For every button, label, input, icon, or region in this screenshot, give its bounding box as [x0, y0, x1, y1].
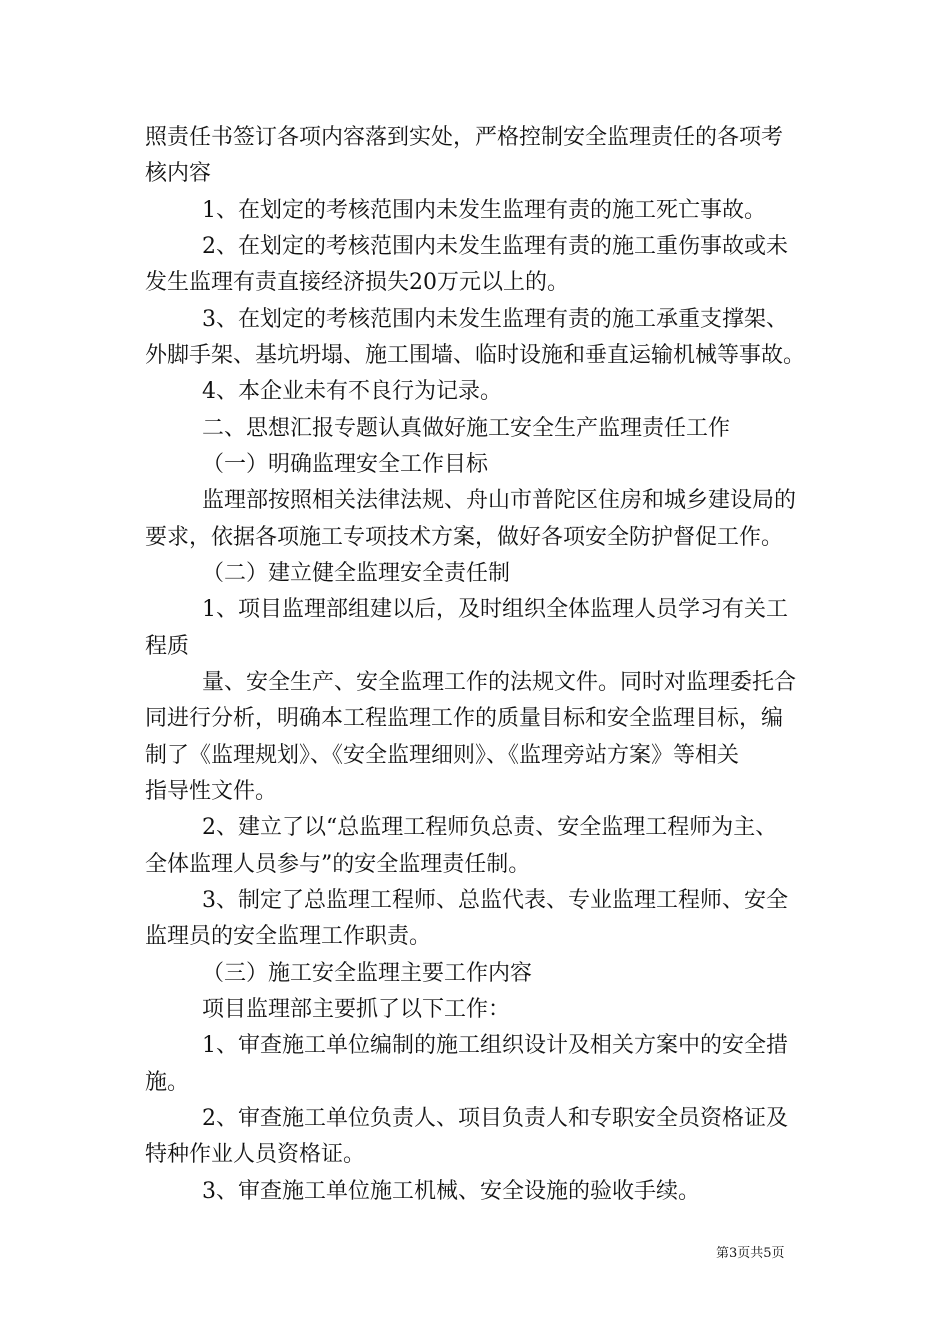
text-line: 外脚手架、基坑坍塌、施工围墙、临时设施和垂直运输机械等事故。 — [145, 343, 806, 368]
text-line: 1、项目监理部组建以后，及时组织全体监理人员学习有关工 — [202, 597, 788, 622]
text-line: 照责任书签订各项内容落到实处，严格控制安全监理责任的各项考 — [145, 125, 784, 150]
text-line: 特种作业人员资格证。 — [145, 1142, 366, 1167]
text-line: 2、审查施工单位负责人、项目负责人和专职安全员资格证及 — [202, 1106, 788, 1131]
text-line: 程质 — [145, 634, 190, 659]
text-line: 施。 — [145, 1070, 190, 1095]
text-line: 3、在划定的考核范围内未发生监理有责的施工承重支撑架、 — [202, 307, 788, 332]
subsection-heading: （一）明确监理安全工作目标 — [202, 452, 489, 477]
text-line: 3、审查施工单位施工机械、安全设施的验收手续。 — [202, 1179, 700, 1204]
subsection-heading: （二）建立健全监理安全责任制 — [202, 561, 511, 586]
text-line: 指导性文件。 — [145, 779, 278, 804]
text-line: 项目监理部主要抓了以下工作： — [202, 997, 511, 1022]
text-line: 1、在划定的考核范围内未发生监理有责的施工死亡事故。 — [202, 198, 766, 223]
text-line: 全体监理人员参与”的安全监理责任制。 — [145, 852, 531, 877]
text-line: 发生监理有责直接经济损失20万元以上的。 — [145, 270, 569, 295]
text-line: 1、审查施工单位编制的施工组织设计及相关方案中的安全措 — [202, 1033, 788, 1058]
text-line: 监理部按照相关法律法规、舟山市普陀区住房和城乡建设局的 — [202, 488, 797, 513]
text-line: 3、制定了总监理工程师、总监代表、专业监理工程师、安全 — [202, 888, 788, 913]
text-line: 制了《监理规划》、《安全监理细则》、《监理旁站方案》等相关 — [145, 743, 740, 768]
text-line: 要求，依据各项施工专项技术方案，做好各项安全防护督促工作。 — [145, 525, 784, 550]
page-number-footer: 第3页共5页 — [716, 1246, 785, 1261]
text-line: 2、建立了以“总监理工程师负总责、安全监理工程师为主、 — [202, 815, 778, 840]
subsection-heading: （三）施工安全监理主要工作内容 — [202, 961, 533, 986]
text-line: 核内容 — [145, 161, 212, 186]
section-heading: 二、思想汇报专题认真做好施工安全生产监理责任工作 — [202, 416, 731, 441]
text-line: 同进行分析，明确本工程监理工作的质量目标和安全监理目标，编 — [145, 706, 784, 731]
text-line: 量、安全生产、安全监理工作的法规文件。同时对监理委托合 — [202, 670, 797, 695]
text-line: 2、在划定的考核范围内未发生监理有责的施工重伤事故或未 — [202, 234, 788, 259]
text-line: 监理员的安全监理工作职责。 — [145, 924, 432, 949]
text-line: 4、本企业未有不良行为记录。 — [202, 379, 502, 404]
